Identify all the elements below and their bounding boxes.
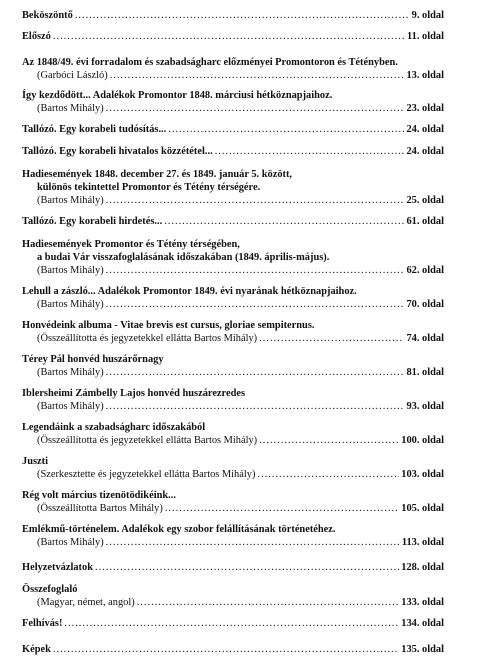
toc-entry-author: (Bartos Mihály) <box>37 367 104 378</box>
toc-entry-title-line <box>22 56 444 69</box>
toc-entry-title: Tallózó. Egy korabeli hivatalos közzététel... <box>22 146 213 157</box>
toc-entry-sub-line <box>22 502 444 515</box>
toc-entry-title: Legendáink a szabadságharc időszakából <box>22 422 206 433</box>
toc-entry-sub-line <box>22 102 444 115</box>
dot-leader <box>110 69 405 82</box>
toc-entry-title: Honvédeink albuma - Vitae brevis est cursus, gloriae sempiternus. <box>22 320 315 331</box>
page-number: 11. oldal <box>407 31 444 42</box>
page-number: 135. oldal <box>401 644 444 655</box>
page-number: 62. oldal <box>406 265 444 276</box>
toc-entry <box>22 56 444 82</box>
toc-entry-author: (Bartos Mihály) <box>37 195 104 206</box>
toc-entry-title: a budai Vár visszafoglalásának időszakában (1849. április-május). <box>37 252 330 263</box>
page-number: 113. oldal <box>401 537 444 548</box>
toc-entry-author: (Összeállította Bartos Mihály) <box>37 503 163 514</box>
page-number: 133. oldal <box>401 597 444 608</box>
toc-entry-title-line <box>22 523 444 536</box>
toc-entry-title: Hadiesemények Promontor és Tétény térségében, <box>22 239 240 250</box>
toc-entry-author: (Bartos Mihály) <box>37 103 104 114</box>
toc-entry-author: (Magyar, német, angol) <box>37 597 135 608</box>
toc-entry <box>22 523 444 549</box>
toc-entry-title: Helyzetvázlatok <box>22 562 93 573</box>
toc-entry-title-line <box>22 319 444 332</box>
toc-entry <box>22 89 444 115</box>
toc-entry-sub-line <box>22 596 444 609</box>
toc-entry <box>22 9 444 22</box>
dot-leader <box>259 434 399 447</box>
dot-leader <box>106 102 405 115</box>
toc-entry <box>22 285 444 311</box>
dot-leader <box>53 643 399 656</box>
toc-entry-title: különös tekintettel Promontor és Tétény térségére. <box>37 182 261 193</box>
toc-entry-title: Rég volt március tizenötödikéink... <box>22 490 176 501</box>
dot-leader <box>137 596 400 609</box>
dot-leader <box>106 194 405 207</box>
toc-entry-title: Iblersheimi Zámbelly Lajos honvéd huszárezredes <box>22 388 246 399</box>
toc-entry <box>22 319 444 345</box>
toc-entry-sub-line <box>22 69 444 82</box>
toc-entry-title-line <box>22 489 444 502</box>
dot-leader <box>165 502 399 515</box>
page-number: 23. oldal <box>406 103 444 114</box>
toc-entry-title-line <box>22 387 444 400</box>
toc-entry-title-line <box>22 30 444 43</box>
toc-entry <box>22 617 444 630</box>
toc-entry-sub-line <box>22 400 444 413</box>
dot-leader <box>106 264 405 277</box>
toc-entry-title-line <box>22 353 444 366</box>
toc-entry-title-line <box>22 123 444 136</box>
dot-leader <box>106 400 405 413</box>
page-number: 61. oldal <box>406 216 444 227</box>
toc-entry-title-line <box>22 643 444 656</box>
toc-entry-title-line <box>22 89 444 102</box>
toc-entry-title-line <box>22 617 444 630</box>
page-number: 128. oldal <box>401 562 444 573</box>
toc-entry-title: Felhívás! <box>22 618 63 629</box>
toc-entry-author: (Összeállította és jegyzetekkel ellátta Bartos Mihály) <box>37 333 258 344</box>
page-number: 24. oldal <box>406 146 444 157</box>
toc-entry-title: Hadiesemények 1848. december 27. és 1849. január 5. között, <box>22 169 293 180</box>
toc-entry-title-line <box>22 145 444 158</box>
toc-entry-sub-line <box>22 366 444 379</box>
dot-leader <box>257 468 399 481</box>
page-number: 105. oldal <box>401 503 444 514</box>
toc-entry <box>22 583 444 609</box>
page-number: 13. oldal <box>406 70 444 81</box>
toc-entry <box>22 215 444 228</box>
toc-entry-title: Juszti <box>22 456 48 467</box>
toc-entry-title: Tallózó. Egy korabeli hirdetés... <box>22 216 163 227</box>
page-number: 81. oldal <box>406 367 444 378</box>
toc-entry-title-line <box>22 238 444 251</box>
toc-entry-title: Emlékmű-történelem. Adalékok egy szobor felállításának történetéhez. <box>22 524 336 535</box>
dot-leader <box>106 366 405 379</box>
dot-leader <box>259 332 404 345</box>
toc-entry-sub-line <box>22 251 444 264</box>
toc-entry-title: Képek <box>22 644 51 655</box>
toc-entry-author: (Bartos Mihály) <box>37 265 104 276</box>
toc-entry <box>22 561 444 574</box>
toc-entry-title: Térey Pál honvéd huszárőrnagy <box>22 354 164 365</box>
toc-entry-title-line <box>22 168 444 181</box>
toc-entry <box>22 238 444 277</box>
toc-entry-sub-line <box>22 536 444 549</box>
dot-leader <box>164 215 404 228</box>
toc-entry-title-line <box>22 9 444 22</box>
toc-entry-title-line <box>22 561 444 574</box>
toc-entry <box>22 353 444 379</box>
toc-entry-title-line <box>22 455 444 468</box>
dot-leader <box>95 561 399 574</box>
toc-entry-title: Az 1848/49. évi forradalom és szabadságharc előzményei Promontoron és Tétényben. <box>22 57 398 68</box>
toc-entry-sub-line <box>22 181 444 194</box>
toc-entry-sub-line <box>22 298 444 311</box>
toc-entry-title: Összefoglaló <box>22 584 78 595</box>
dot-leader <box>168 123 404 136</box>
toc-entry-author: (Bartos Mihály) <box>37 537 104 548</box>
toc-entry-sub-line <box>22 264 444 277</box>
toc-entry-author: (Garbóci László) <box>37 70 108 81</box>
page-number: 93. oldal <box>406 401 444 412</box>
dot-leader <box>106 298 405 311</box>
toc-entry-sub-line <box>22 332 444 345</box>
toc-entry-title: Előszó <box>22 31 51 42</box>
dot-leader <box>106 536 400 549</box>
toc-entry-title: Beköszöntő <box>22 10 73 21</box>
dot-leader <box>64 617 399 630</box>
toc-entry-title-line <box>22 583 444 596</box>
toc-entry-title: Így kezdődött... Adalékok Promontor 1848. márciusi hétköznapjaihoz. <box>22 90 333 101</box>
toc-entry-author: (Szerkesztette és jegyzetekkel ellátta Bartos Mihály) <box>37 469 256 480</box>
toc-entry-sub-line <box>22 194 444 207</box>
toc-entry <box>22 421 444 447</box>
toc-entry-sub-line <box>22 468 444 481</box>
page-number: 100. oldal <box>401 435 444 446</box>
dot-leader <box>75 9 410 22</box>
page-number: 74. oldal <box>406 333 444 344</box>
toc-entry <box>22 387 444 413</box>
toc-entry <box>22 643 444 656</box>
toc-entry <box>22 489 444 515</box>
toc-entry-author: (Bartos Mihály) <box>37 299 104 310</box>
toc-entry-title-line <box>22 421 444 434</box>
toc-entry-title: Tallózó. Egy korabeli tudósítás... <box>22 124 167 135</box>
toc-entry-author: (Bartos Mihály) <box>37 401 104 412</box>
toc-entry-sub-line <box>22 434 444 447</box>
toc-entry <box>22 145 444 158</box>
dot-leader <box>53 30 405 43</box>
toc-entry <box>22 123 444 136</box>
page-number: 70. oldal <box>406 299 444 310</box>
toc-entry-title-line <box>22 215 444 228</box>
page-number: 134. oldal <box>401 618 444 629</box>
page-number: 25. oldal <box>406 195 444 206</box>
toc-entry-title: Lehull a zászló... Adalékok Promontor 1849. évi nyarának hétköznapjaihoz. <box>22 286 357 297</box>
toc-entry <box>22 455 444 481</box>
toc-entry-title-line <box>22 285 444 298</box>
page-number: 24. oldal <box>406 124 444 135</box>
toc-entry-author: (Összeállította és jegyzetekkel ellátta Bartos Mihály) <box>37 435 258 446</box>
page-number: 103. oldal <box>401 469 444 480</box>
page-number: 9. oldal <box>411 10 444 21</box>
toc-entry <box>22 30 444 43</box>
toc-entry <box>22 168 444 207</box>
dot-leader <box>215 145 405 158</box>
